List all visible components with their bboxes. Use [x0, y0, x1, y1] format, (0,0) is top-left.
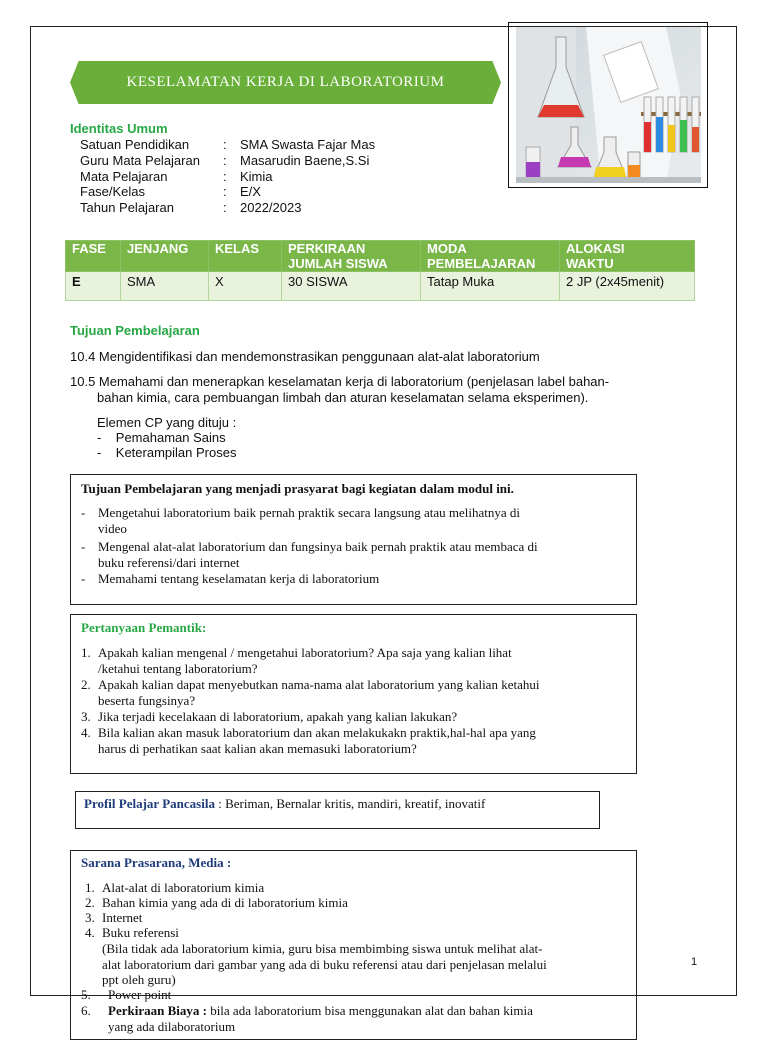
- list-item: Bila kalian akan masuk laboratorium dan akan melakukakn praktik,hal-hal apa yang: [98, 725, 536, 740]
- list-number: 2.: [85, 895, 95, 910]
- list-item-continued: buku referensi/dari internet: [98, 555, 240, 570]
- page-number: 1: [691, 956, 698, 968]
- list-item-continued: harus di perhatikan saat kalian akan memasuki laboratorium?: [98, 741, 417, 756]
- list-item: Internet: [102, 910, 143, 925]
- identitas-label: Mata Pelajaran: [80, 169, 168, 184]
- table-header-row: [66, 241, 695, 272]
- list-item-continued: video: [98, 521, 127, 536]
- list-number: 5.: [81, 987, 91, 1002]
- identitas-value: Masarudin Baene,S.Si: [240, 153, 370, 168]
- tujuan-item-continued: bahan kimia, cara pembuangan limbah dan aturan keselamatan selama eksperimen).: [97, 390, 589, 405]
- table-row: [66, 272, 695, 301]
- colon: :: [223, 153, 227, 168]
- identitas-value: SMA Swasta Fajar Mas: [240, 137, 376, 152]
- prasyarat-box: [70, 474, 637, 605]
- list-number: 6.: [81, 1003, 91, 1018]
- tujuan-item: 10.5 Memahami dan menerapkan keselamatan kerja di laboratorium (penjelasan label bahan-: [70, 374, 610, 389]
- table-cell: E: [66, 272, 121, 301]
- list-item: Mengenal alat-alat laboratorium dan fungsinya baik pernah praktik atau membaca di: [98, 539, 538, 554]
- list-number: 1.: [81, 645, 91, 660]
- list-item: Alat-alat di laboratorium kimia: [102, 880, 265, 895]
- table-cell: X: [209, 272, 282, 301]
- info-table: [65, 240, 695, 301]
- pemantik-heading: Pertanyaan Pemantik:: [81, 620, 207, 635]
- list-item-continued: beserta fungsinya?: [98, 693, 196, 708]
- identitas-value: E/X: [240, 184, 261, 199]
- table-header-cell: KELAS: [209, 241, 282, 272]
- list-item: Buku referensi: [102, 925, 179, 940]
- profil-line: [84, 796, 485, 812]
- table-cell: SMA: [121, 272, 209, 301]
- colon: :: [223, 169, 227, 184]
- identitas-heading: Identitas Umum: [70, 121, 168, 136]
- list-bullet: -: [81, 539, 86, 554]
- list-item-continued: /ketahui tentang laboratorium?: [98, 661, 258, 676]
- identitas-label: Satuan Pendidikan: [80, 137, 190, 152]
- elemen-item: - Pemahaman Sains: [97, 430, 226, 445]
- table-header-cell: PERKIRAAN JUMLAH SISWA: [282, 241, 421, 272]
- elemen-item: - Keterampilan Proses: [97, 445, 237, 460]
- list-item: Apakah kalian dapat menyebutkan nama-nama alat laboratorium yang kalian ketahui: [98, 677, 540, 692]
- identitas-value: 2022/2023: [240, 200, 302, 215]
- list-item: Jika terjadi kecelakaan di laboratorium, apakah yang kalian lakukan?: [98, 709, 458, 724]
- colon: :: [223, 184, 227, 199]
- profil-text: : Beriman, Bernalar kritis, mandiri, kreatif, inovatif: [214, 796, 486, 811]
- list-bullet: -: [81, 505, 86, 520]
- tujuan-heading: Tujuan Pembelajaran: [70, 323, 200, 338]
- identitas-label: Guru Mata Pelajaran: [80, 153, 200, 168]
- sarana-heading: Sarana Prasarana, Media :: [81, 855, 232, 870]
- pemantik-box: [70, 614, 637, 774]
- list-item: Memahami tentang keselamatan kerja di laboratorium: [98, 571, 380, 586]
- table-cell: 30 SISWA: [282, 272, 421, 301]
- list-item: Power point: [108, 987, 172, 1002]
- list-item: Perkiraan Biaya : bila ada laboratorium bisa menggunakan alat dan bahan kimia: [108, 1003, 533, 1018]
- note-line: ppt oleh guru): [102, 972, 176, 987]
- list-item-continued: yang ada dilaboratorium: [108, 1019, 236, 1034]
- list-bullet: -: [81, 571, 86, 586]
- list-number: 3.: [85, 910, 95, 925]
- identitas-label: Tahun Pelajaran: [80, 200, 174, 215]
- table-cell: 2 JP (2x45menit): [560, 272, 695, 301]
- list-number: 1.: [85, 880, 95, 895]
- list-item: Mengetahui laboratorium baik pernah praktik secara langsung atau melihatnya di: [98, 505, 520, 520]
- list-item: Apakah kalian mengenal / mengetahui laboratorium? Apa saja yang kalian lihat: [98, 645, 512, 660]
- profil-label: Profil Pelajar Pancasila: [84, 796, 215, 811]
- table-header-cell: JENJANG: [121, 241, 209, 272]
- laboratory-photo: [516, 27, 701, 183]
- identitas-value: Kimia: [240, 169, 273, 184]
- identitas-label: Fase/Kelas: [80, 184, 146, 199]
- note-line: alat laboratorium dari gambar yang ada di buku referensi atau dari penjelasan melalui: [102, 957, 547, 972]
- list-number: 3.: [81, 709, 91, 724]
- table-header-cell: FASE: [66, 241, 121, 272]
- elemen-title: Elemen CP yang dituju :: [97, 415, 237, 430]
- list-number: 4.: [85, 925, 95, 940]
- list-number: 2.: [81, 677, 91, 692]
- tujuan-item: 10.4 Mengidentifikasi dan mendemonstrasikan penggunaan alat-alat laboratorium: [70, 349, 540, 364]
- list-number: 4.: [81, 725, 91, 740]
- table-cell: Tatap Muka: [421, 272, 560, 301]
- profil-box: [75, 791, 600, 829]
- colon: :: [223, 137, 227, 152]
- note-line: (Bila tidak ada laboratorium kimia, guru bisa membimbing siswa untuk melihat alat-: [102, 941, 543, 956]
- table-header-cell: ALOKASI WAKTU: [560, 241, 695, 272]
- table-header-cell: MODA PEMBELAJARAN: [421, 241, 560, 272]
- sarana-box: [70, 850, 637, 1040]
- document-title: KESELAMATAN KERJA DI LABORATORIUM: [126, 74, 445, 90]
- identitas-section: [70, 121, 168, 136]
- list-item: Bahan kimia yang ada di di laboratorium kimia: [102, 895, 348, 910]
- colon: :: [223, 200, 227, 215]
- prasyarat-heading: Tujuan Pembelajaran yang menjadi prasyarat bagi kegiatan dalam modul ini.: [81, 481, 514, 496]
